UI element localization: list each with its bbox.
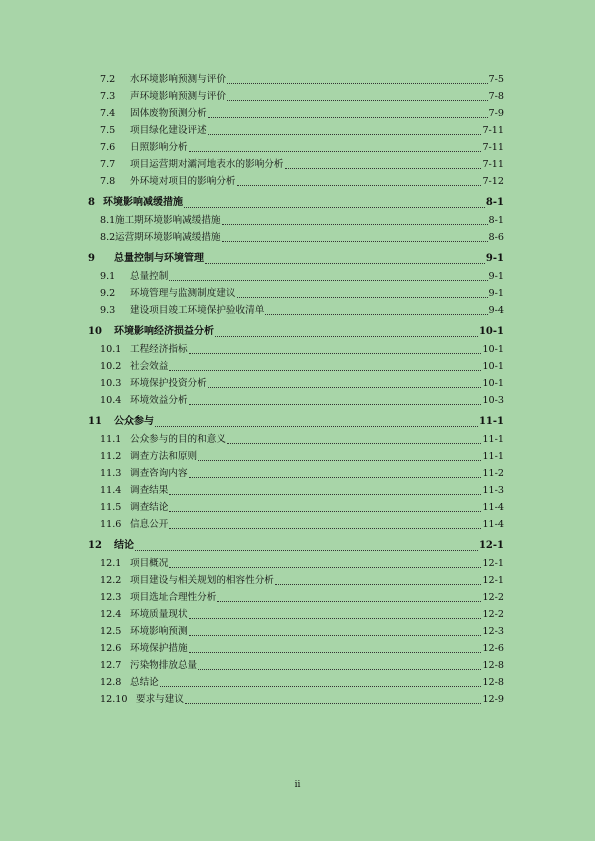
toc-entry-title: 工程经济指标 xyxy=(130,344,188,355)
toc-leader-dots xyxy=(227,432,482,444)
toc-leader-dots xyxy=(189,641,482,653)
toc-entry-page: 12-8 xyxy=(482,677,504,688)
toc-entry-page: 9-1 xyxy=(488,271,504,282)
toc-section-row[interactable] xyxy=(88,229,504,246)
toc-entry-page: 12-1 xyxy=(482,575,504,586)
toc-leader-dots xyxy=(185,692,481,704)
toc-entry-page: 11-2 xyxy=(482,468,504,479)
toc-entry-page: 12-1 xyxy=(482,558,504,569)
toc-entry-number: 12.3 xyxy=(100,592,122,603)
toc-section-row[interactable] xyxy=(88,375,504,392)
toc-section-row[interactable] xyxy=(88,516,504,533)
toc-entry-page: 11-1 xyxy=(478,416,504,427)
toc-entry-title: 声环境影响预测与评价 xyxy=(130,91,226,102)
toc-entry-title: 污染物排放总量 xyxy=(130,660,198,671)
toc-section-row[interactable] xyxy=(88,341,504,358)
toc-section-row[interactable] xyxy=(88,139,504,156)
page-number: ii xyxy=(294,780,301,790)
toc-leader-dots xyxy=(222,230,488,242)
toc-entry-page: 8-6 xyxy=(488,232,504,243)
toc-leader-dots xyxy=(285,157,482,169)
toc-entry-page: 10-3 xyxy=(482,395,504,406)
toc-entry-title: 调查方法和原则 xyxy=(130,451,198,462)
toc-entry-page: 12-6 xyxy=(482,643,504,654)
toc-entry-number: 9.1 xyxy=(100,271,116,282)
toc-section-row[interactable] xyxy=(88,268,504,285)
toc-entry-number: 11.5 xyxy=(100,502,122,513)
toc-leader-dots xyxy=(189,607,482,619)
toc-section-row[interactable] xyxy=(88,640,504,657)
toc-entry-page: 7-5 xyxy=(488,74,504,85)
toc-entry-page: 7-11 xyxy=(482,125,504,136)
toc-entry-title: 环境影响经济损益分析 xyxy=(114,326,214,337)
toc-entry-page: 12-1 xyxy=(478,540,504,551)
toc-leader-dots xyxy=(227,89,488,101)
toc-entry-title: 项目选址合理性分析 xyxy=(130,592,217,603)
toc-entry-title: 结论 xyxy=(114,540,134,551)
toc-entry-page: 12-2 xyxy=(482,592,504,603)
toc-entry-page: 7-8 xyxy=(488,91,504,102)
toc-entry-page: 10-1 xyxy=(482,361,504,372)
toc-entry-title: 外环境对项目的影响分析 xyxy=(130,176,236,187)
toc-entry-number: 7.3 xyxy=(100,91,116,102)
toc-entry-page: 10-1 xyxy=(482,344,504,355)
toc-entry-title: 总量控制与环境管理 xyxy=(114,253,204,264)
toc-leader-dots xyxy=(135,539,478,551)
toc-entry-title: 环境管理与监测制度建议 xyxy=(130,288,236,299)
toc-entry-page: 11-1 xyxy=(482,451,504,462)
toc-section-row[interactable] xyxy=(88,173,504,190)
toc-entry-page: 10-1 xyxy=(478,326,504,337)
toc-entry-number: 7.2 xyxy=(100,74,116,85)
toc-section-row[interactable] xyxy=(88,302,504,319)
toc-leader-dots xyxy=(169,556,481,568)
toc-leader-dots xyxy=(275,573,482,585)
toc-entry-page: 12-3 xyxy=(482,626,504,637)
toc-entry-page: 12-2 xyxy=(482,609,504,620)
toc-chapter-row[interactable] xyxy=(88,323,504,341)
toc-entry-number: 8.1 xyxy=(100,215,116,226)
toc-entry-page: 12-8 xyxy=(482,660,504,671)
toc-entry-number: 12.1 xyxy=(100,558,122,569)
toc-leader-dots xyxy=(189,393,482,405)
toc-leader-dots xyxy=(160,675,482,687)
toc-entry-title: 总量控制 xyxy=(130,271,169,282)
toc-entry-number: 11.3 xyxy=(100,468,122,479)
toc-entry-page: 8-1 xyxy=(488,215,504,226)
toc-section-row[interactable] xyxy=(88,499,504,516)
toc-section-row[interactable] xyxy=(88,482,504,499)
toc-entry-number: 12.5 xyxy=(100,626,122,637)
toc-entry-page: 11-4 xyxy=(482,502,504,513)
toc-section-row[interactable] xyxy=(88,285,504,302)
toc-entry-title: 施工期环境影响减缓措施 xyxy=(115,215,221,226)
toc-section-row[interactable] xyxy=(88,691,504,708)
toc-entry-title: 环境保护措施 xyxy=(130,643,188,654)
toc-entry-number: 7.5 xyxy=(100,125,116,136)
toc-section-row[interactable] xyxy=(88,122,504,139)
toc-section-row[interactable] xyxy=(88,88,504,105)
toc-entry-title: 环境效益分析 xyxy=(130,395,188,406)
toc-entry-number: 9.2 xyxy=(100,288,116,299)
toc-entry-number: 9 xyxy=(88,253,95,264)
toc-entry-title: 项目运营期对灞河地表水的影响分析 xyxy=(130,159,284,170)
toc-entry-number: 9.3 xyxy=(100,305,116,316)
toc-entry-title: 固体废物预测分析 xyxy=(130,108,207,119)
toc-entry-number: 10.2 xyxy=(100,361,122,372)
toc-entry-title: 公众参与 xyxy=(114,416,154,427)
toc-section-row[interactable] xyxy=(88,392,504,409)
toc-entry-page: 10-1 xyxy=(482,378,504,389)
toc-leader-dots xyxy=(189,342,482,354)
toc-entry-number: 7.4 xyxy=(100,108,116,119)
toc-section-row[interactable] xyxy=(88,358,504,375)
toc-entry-page: 7-11 xyxy=(482,159,504,170)
toc-entry-title: 调查结论 xyxy=(130,502,169,513)
toc-chapter-row[interactable] xyxy=(88,413,504,431)
toc-leader-dots xyxy=(169,500,481,512)
toc-leader-dots xyxy=(169,517,481,529)
toc-entry-title: 水环境影响预测与评价 xyxy=(130,74,226,85)
toc-leader-dots xyxy=(198,658,481,670)
toc-entry-number: 12 xyxy=(88,540,102,551)
toc-entry-number: 11.6 xyxy=(100,519,122,530)
toc-entry-page: 11-3 xyxy=(482,485,504,496)
toc-section-row[interactable] xyxy=(88,572,504,589)
toc-entry-number: 11.2 xyxy=(100,451,122,462)
toc-leader-dots xyxy=(215,325,478,337)
toc-leader-dots xyxy=(189,624,482,636)
toc-leader-dots xyxy=(169,483,481,495)
toc-entry-title: 项目建设与相关规划的相容性分析 xyxy=(130,575,274,586)
toc-entry-number: 11 xyxy=(88,416,102,427)
toc-entry-number: 12.10 xyxy=(100,694,128,705)
toc-entry-title: 环境影响减缓措施 xyxy=(103,197,183,208)
toc-entry-number: 12.8 xyxy=(100,677,122,688)
table-of-contents xyxy=(88,71,504,708)
toc-entry-number: 10.1 xyxy=(100,344,122,355)
toc-section-row[interactable] xyxy=(88,465,504,482)
toc-chapter-row[interactable] xyxy=(88,194,504,212)
toc-section-row[interactable] xyxy=(88,623,504,640)
toc-leader-dots xyxy=(189,466,482,478)
toc-entry-page: 9-1 xyxy=(485,253,504,264)
toc-leader-dots xyxy=(155,415,478,427)
toc-entry-number: 7.8 xyxy=(100,176,116,187)
toc-entry-title: 环境质量现状 xyxy=(130,609,188,620)
toc-entry-title: 环境影响预测 xyxy=(130,626,188,637)
toc-section-row[interactable] xyxy=(88,71,504,88)
toc-entry-page: 9-4 xyxy=(488,305,504,316)
toc-leader-dots xyxy=(184,196,485,208)
toc-section-row[interactable] xyxy=(88,448,504,465)
toc-leader-dots xyxy=(208,106,488,118)
toc-entry-number: 8 xyxy=(88,197,95,208)
toc-leader-dots xyxy=(169,359,481,371)
toc-entry-title: 项目概况 xyxy=(130,558,169,569)
toc-entry-page: 9-1 xyxy=(488,288,504,299)
toc-leader-dots xyxy=(237,286,488,298)
toc-entry-number: 12.7 xyxy=(100,660,122,671)
toc-entry-title: 公众参与的目的和意义 xyxy=(130,434,226,445)
toc-entry-number: 12.6 xyxy=(100,643,122,654)
toc-entry-page: 11-4 xyxy=(482,519,504,530)
toc-leader-dots xyxy=(237,174,482,186)
toc-entry-number: 12.4 xyxy=(100,609,122,620)
toc-leader-dots xyxy=(222,213,488,225)
toc-entry-number: 8.2 xyxy=(100,232,116,243)
toc-entry-title: 调查结果 xyxy=(130,485,169,496)
toc-section-row[interactable] xyxy=(88,589,504,606)
toc-section-row[interactable] xyxy=(88,431,504,448)
toc-section-row[interactable] xyxy=(88,657,504,674)
toc-section-row[interactable] xyxy=(88,606,504,623)
toc-entry-title: 日照影响分析 xyxy=(130,142,188,153)
toc-entry-number: 7.6 xyxy=(100,142,116,153)
toc-entry-title: 社会效益 xyxy=(130,361,169,372)
toc-entry-page: 12-9 xyxy=(482,694,504,705)
toc-entry-title: 信息公开 xyxy=(130,519,169,530)
toc-entry-page: 7-11 xyxy=(482,142,504,153)
toc-entry-title: 项目绿化建设评述 xyxy=(130,125,207,136)
toc-entry-number: 7.7 xyxy=(100,159,116,170)
toc-entry-number: 11.1 xyxy=(100,434,122,445)
toc-entry-number: 10.4 xyxy=(100,395,122,406)
toc-leader-dots xyxy=(205,252,485,264)
toc-leader-dots xyxy=(227,72,488,84)
toc-leader-dots xyxy=(217,590,481,602)
toc-leader-dots xyxy=(169,269,487,281)
toc-entry-number: 10.3 xyxy=(100,378,122,389)
toc-entry-title: 建设项目竣工环境保护验收清单 xyxy=(130,305,265,316)
toc-section-row[interactable] xyxy=(88,555,504,572)
toc-entry-title: 总结论 xyxy=(130,677,159,688)
toc-entry-page: 7-9 xyxy=(488,108,504,119)
toc-entry-page: 7-12 xyxy=(482,176,504,187)
toc-section-row[interactable] xyxy=(88,212,504,229)
toc-leader-dots xyxy=(265,303,487,315)
toc-section-row[interactable] xyxy=(88,674,504,691)
toc-entry-page: 8-1 xyxy=(485,197,504,208)
toc-entry-title: 环境保护投资分析 xyxy=(130,378,207,389)
toc-entry-number: 11.4 xyxy=(100,485,122,496)
toc-entry-title: 调查咨询内容 xyxy=(130,468,188,479)
toc-entry-number: 10 xyxy=(88,326,102,337)
toc-leader-dots xyxy=(189,140,482,152)
toc-leader-dots xyxy=(208,123,482,135)
toc-chapter-row[interactable] xyxy=(88,537,504,555)
toc-chapter-row[interactable] xyxy=(88,250,504,268)
toc-section-row[interactable] xyxy=(88,156,504,173)
toc-leader-dots xyxy=(198,449,481,461)
toc-entry-title: 运营期环境影响减缓措施 xyxy=(115,232,221,243)
toc-section-row[interactable] xyxy=(88,105,504,122)
toc-entry-number: 12.2 xyxy=(100,575,122,586)
toc-entry-page: 11-1 xyxy=(482,434,504,445)
toc-entry-title: 要求与建议 xyxy=(136,694,184,705)
toc-leader-dots xyxy=(208,376,482,388)
